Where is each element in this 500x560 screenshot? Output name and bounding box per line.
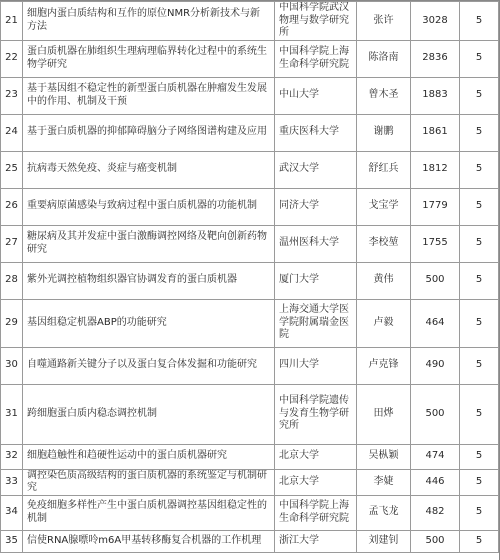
cell-title: 基于蛋白质机器的抑郁障碍脑分子网络图谱构建及应用	[23, 114, 275, 151]
cell-title: 跨细胞蛋白质内稳态调控机制	[23, 384, 275, 444]
cell-person: 吴枞颖	[357, 444, 411, 469]
cell-person: 黄伟	[357, 262, 411, 299]
cell-person: 孟飞龙	[357, 495, 411, 530]
cell-no: 21	[1, 2, 23, 41]
cell-years: 5	[460, 444, 499, 469]
cell-inst: 北京大学	[275, 444, 357, 469]
cell-years: 5	[460, 469, 499, 495]
table-row	[1, 262, 499, 299]
cell-person: 陈洛南	[357, 40, 411, 77]
project-table	[0, 1, 499, 553]
cell-title: 紫外光调控植物组织器官协调发育的蛋白质机器	[23, 262, 275, 299]
table-row	[1, 225, 499, 262]
cell-amount: 1812	[411, 151, 460, 188]
cell-title: 免疫细胞多样性产生中蛋白质机器调控基因组稳定性的机制	[23, 495, 275, 530]
cell-no: 22	[1, 40, 23, 77]
cell-no: 31	[1, 384, 23, 444]
cell-no: 33	[1, 469, 23, 495]
cell-years: 5	[460, 40, 499, 77]
table-row	[1, 444, 499, 469]
cell-amount: 1861	[411, 114, 460, 151]
cell-title: 细胞内蛋白质结构和互作的原位NMR分析新技术与新方法	[23, 2, 275, 41]
cell-inst: 中山大学	[275, 77, 357, 114]
cell-years: 5	[460, 188, 499, 225]
cell-years: 5	[460, 225, 499, 262]
cell-inst: 重庆医科大学	[275, 114, 357, 151]
table-row	[1, 2, 499, 41]
cell-title: 调控染色质高级结构的蛋白质机器的系统鉴定与机制研究	[23, 469, 275, 495]
cell-amount: 3028	[411, 2, 460, 41]
cell-inst: 中国科学院遗传与发育生物学研究所	[275, 384, 357, 444]
cell-amount: 490	[411, 347, 460, 384]
cell-inst: 上海交通大学医学院附属瑞金医院	[275, 299, 357, 347]
cell-no: 30	[1, 347, 23, 384]
cell-years: 5	[460, 114, 499, 151]
cell-title: 糖尿病及其并发症中蛋白激酶调控网络及靶向创新药物研究	[23, 225, 275, 262]
cell-person: 李婕	[357, 469, 411, 495]
cell-person: 李校堃	[357, 225, 411, 262]
cell-no: 25	[1, 151, 23, 188]
cell-years: 5	[460, 347, 499, 384]
cell-person: 田烨	[357, 384, 411, 444]
table-row	[1, 469, 499, 495]
cell-inst: 温州医科大学	[275, 225, 357, 262]
cell-no: 29	[1, 299, 23, 347]
cell-no: 24	[1, 114, 23, 151]
cell-inst: 北京大学	[275, 469, 357, 495]
cell-inst: 中国科学院上海生命科学研究院	[275, 495, 357, 530]
table-row	[1, 188, 499, 225]
cell-amount: 464	[411, 299, 460, 347]
cell-person: 戈宝学	[357, 188, 411, 225]
cell-person: 张许	[357, 2, 411, 41]
cell-amount: 1779	[411, 188, 460, 225]
cell-no: 23	[1, 77, 23, 114]
cell-inst: 同济大学	[275, 188, 357, 225]
cell-title: 细胞趋触性和趋硬性运动中的蛋白质机器研究	[23, 444, 275, 469]
cell-person: 曾木圣	[357, 77, 411, 114]
cell-person: 刘建钊	[357, 530, 411, 552]
cell-amount: 1755	[411, 225, 460, 262]
cell-inst: 中国科学院武汉物理与数学研究所	[275, 2, 357, 41]
cell-years: 5	[460, 2, 499, 41]
cell-no: 34	[1, 495, 23, 530]
cell-amount: 2836	[411, 40, 460, 77]
cell-no: 28	[1, 262, 23, 299]
cell-inst: 四川大学	[275, 347, 357, 384]
cell-amount: 474	[411, 444, 460, 469]
cell-person: 舒红兵	[357, 151, 411, 188]
cell-years: 5	[460, 151, 499, 188]
cell-amount: 500	[411, 262, 460, 299]
table-row	[1, 151, 499, 188]
cell-amount: 482	[411, 495, 460, 530]
cell-inst: 武汉大学	[275, 151, 357, 188]
cell-amount: 500	[411, 530, 460, 552]
cell-years: 5	[460, 495, 499, 530]
table-row	[1, 299, 499, 347]
cell-title: 自噬通路新关键分子以及蛋白复合体发掘和功能研究	[23, 347, 275, 384]
cell-title: 蛋白质机器在肺组织生理病理临界转化过程中的系统生物学研究	[23, 40, 275, 77]
cell-inst: 浙江大学	[275, 530, 357, 552]
cell-no: 26	[1, 188, 23, 225]
cell-title: 重要病原菌感染与致病过程中蛋白质机器的功能机制	[23, 188, 275, 225]
cell-title: 抗病毒天然免疫、炎症与癌变机制	[23, 151, 275, 188]
cell-amount: 1883	[411, 77, 460, 114]
table-row	[1, 77, 499, 114]
cell-years: 5	[460, 530, 499, 552]
cell-no: 32	[1, 444, 23, 469]
cell-title: 信使RNA腺嘌呤m6A甲基转移酶复合机器的工作机理	[23, 530, 275, 552]
cell-person: 卢毅	[357, 299, 411, 347]
cell-inst: 厦门大学	[275, 262, 357, 299]
cell-years: 5	[460, 299, 499, 347]
table-row	[1, 40, 499, 77]
table-row	[1, 495, 499, 530]
cell-no: 35	[1, 530, 23, 552]
cell-years: 5	[460, 384, 499, 444]
table-row	[1, 114, 499, 151]
table-row	[1, 530, 499, 552]
cell-no: 27	[1, 225, 23, 262]
cell-inst: 中国科学院上海生命科学研究院	[275, 40, 357, 77]
cell-person: 谢鹏	[357, 114, 411, 151]
cell-title: 基因组稳定机器ABP的功能研究	[23, 299, 275, 347]
cell-years: 5	[460, 262, 499, 299]
project-table-body	[1, 2, 499, 553]
table-row	[1, 384, 499, 444]
cell-amount: 446	[411, 469, 460, 495]
cell-person: 卢克锋	[357, 347, 411, 384]
cell-amount: 500	[411, 384, 460, 444]
cell-years: 5	[460, 77, 499, 114]
table-row	[1, 347, 499, 384]
cell-title: 基于基因组不稳定性的新型蛋白质机器在肿瘤发生发展中的作用、机制及干预	[23, 77, 275, 114]
